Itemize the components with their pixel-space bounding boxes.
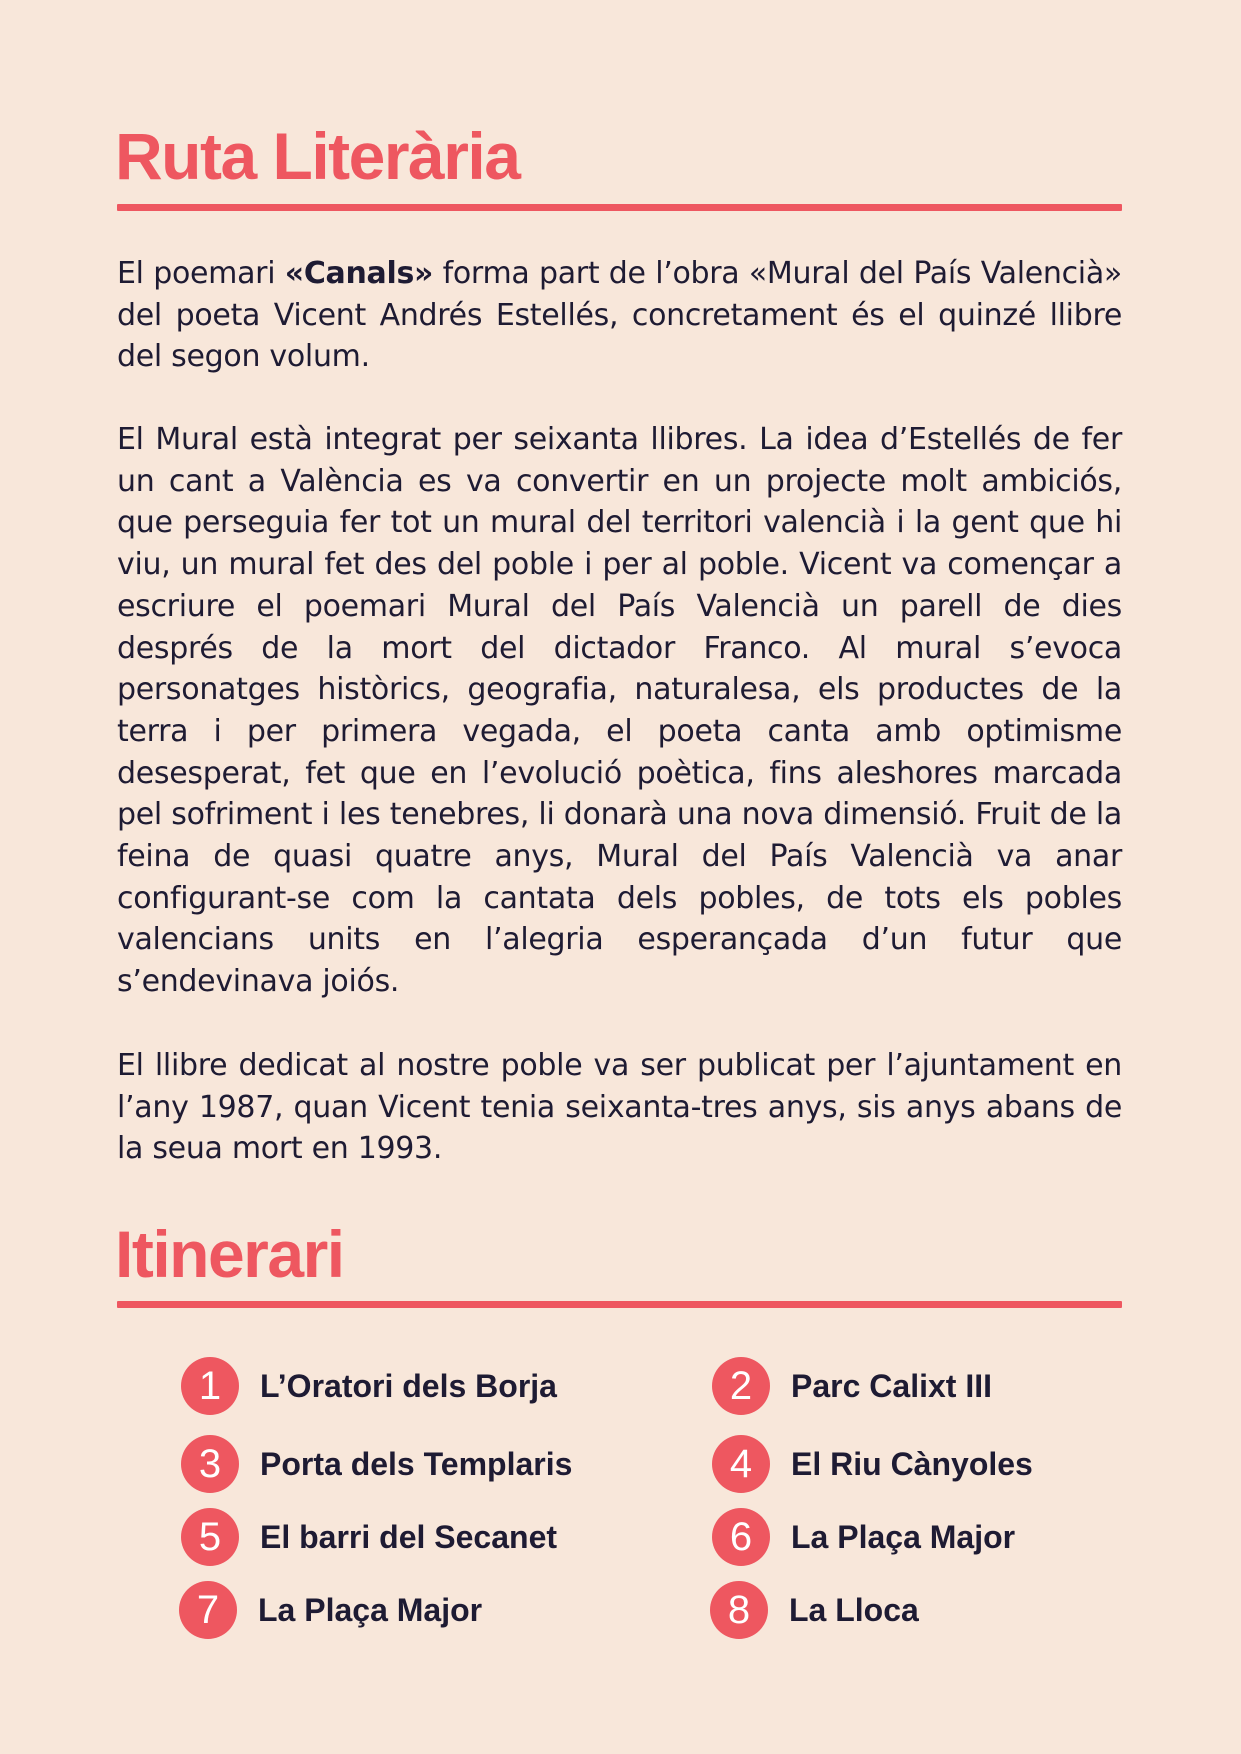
itinerary-stop	[181, 1356, 557, 1416]
stop-label: La Lloca	[789, 1591, 919, 1628]
itinerary-stop	[710, 1580, 919, 1640]
stop-number-badge: 2	[712, 1357, 770, 1415]
title-underline	[117, 1301, 1122, 1308]
itinerary-stop	[712, 1356, 992, 1416]
intro-text: forma part de l’obra «Mural del País Valencià» del poeta Vicent Andrés Estellés, concretament és el quinzé llibre del segon volum.	[117, 256, 1122, 375]
stop-label: L’Oratori dels Borja	[260, 1367, 557, 1404]
itinerary-stop	[181, 1507, 557, 1567]
stop-number-badge: 8	[710, 1581, 768, 1639]
stop-number-badge: 3	[181, 1435, 239, 1493]
intro-paragraph-1	[117, 253, 1122, 378]
itinerary-stop	[712, 1507, 1015, 1567]
stop-label: Porta dels Templaris	[260, 1445, 573, 1482]
stop-number-badge: 7	[179, 1581, 237, 1639]
stop-label: La Plaça Major	[791, 1518, 1016, 1555]
stop-label: La Plaça Major	[258, 1591, 483, 1628]
section-title-ruta-literaria: Ruta Literària	[115, 119, 520, 193]
itinerary-stop	[712, 1434, 1033, 1494]
book-title-bold: «Canals»	[284, 256, 434, 291]
document-page	[117, 0, 1122, 1754]
itinerary-stop	[179, 1580, 482, 1640]
stop-number-badge: 1	[181, 1357, 239, 1415]
intro-paragraph-2: El Mural està integrat per seixanta llibres. La idea d’Estellés de fer un cant a València es va convertir en un projecte molt ambiciós, que perseguia fer tot un mural del territori valencià i la gent que hi viu, un mural fet des del poble i per al poble. Vicent va començar a escriure el poemari Mural del País Valencià un parell de dies després de la mort del dictador Franco. Al mural s’evoca personatges històrics, geografia, naturalesa, els productes de la terra i per primera vegada, el poeta canta amb optimisme desesperat, fet que en l’evolució poètica, fins aleshores marcada pel sofriment i les tenebres, li donarà una nova dimensió. Fruit de la feina de quasi quatre anys, Mural del País Valencià va anar configurant-se com la cantata dels pobles, de tots els pobles valencians units en l’alegria esperançada d’un futur que s’endevinava joiós.	[117, 422, 1122, 1000]
stop-number-badge: 5	[181, 1508, 239, 1566]
itinerary-list	[181, 1356, 1081, 1656]
stop-label: Parc Calixt III	[791, 1367, 992, 1404]
intro-paragraph-3: El llibre dedicat al nostre poble va ser publicat per l’ajuntament en l’any 1987, quan Vicent tenia seixanta-tres anys, sis anys abans de la seua mort en 1993.	[117, 1048, 1122, 1167]
stop-label: El barri del Secanet	[260, 1518, 558, 1555]
title-underline	[117, 204, 1122, 211]
intro-text: El poemari	[117, 256, 285, 291]
section-title-itinerari: Itinerari	[115, 1217, 344, 1291]
itinerary-stop	[181, 1434, 572, 1494]
stop-number-badge: 4	[712, 1435, 770, 1493]
stop-label: El Riu Cànyoles	[791, 1445, 1033, 1482]
stop-number-badge: 6	[712, 1508, 770, 1566]
